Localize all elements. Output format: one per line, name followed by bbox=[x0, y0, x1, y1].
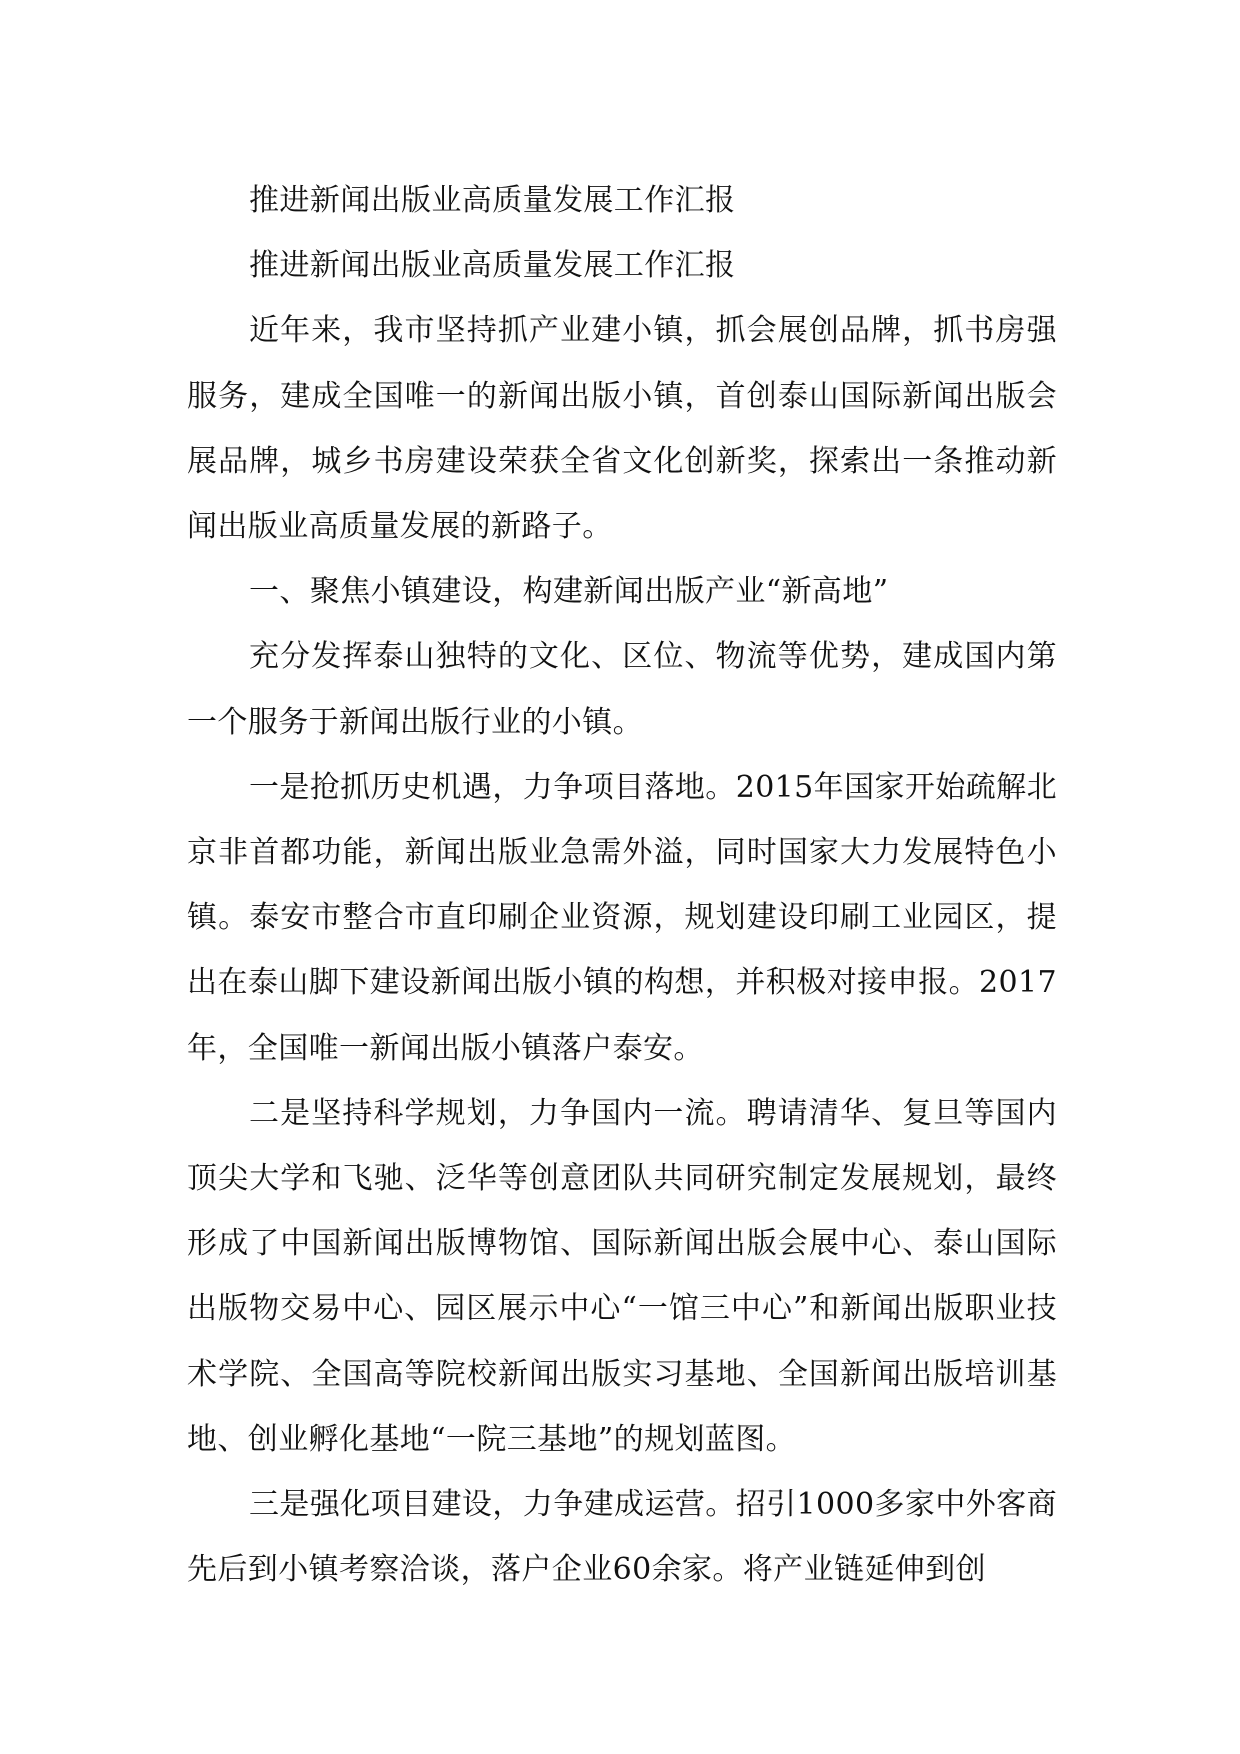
point-one-paragraph: 一是抢抓历史机遇，力争项目落地。2015年国家开始疏解北京非首都功能，新闻出版业急需外溢，同时国家大力发展特色小镇。泰安市整合市直印刷企业资源，规划建设印刷工业园区，提出在泰山脚下建设新闻出版小镇的构想，并积极对接申报。2017年，全国唯一新闻出版小镇落户泰安。 bbox=[187, 769, 1057, 1066]
intro-paragraph: 近年来，我市坚持抓产业建小镇，抓会展创品牌，抓书房强服务，建成全国唯一的新闻出版小镇，首创泰山国际新闻出版会展品牌，城乡书房建设荣获全省文化创新奖，探索出一条推动新闻出版业高质量发展的新路子。 bbox=[187, 313, 1057, 545]
section-intro-paragraph: 充分发挥泰山独特的文化、区位、物流等优势，建成国内第一个服务于新闻出版行业的小镇。 bbox=[187, 639, 1057, 740]
point-two-paragraph: 二是坚持科学规划，力争国内一流。聘请清华、复旦等国内顶尖大学和飞驰、泛华等创意团队共同研究制定发展规划，最终形成了中国新闻出版博物馆、国际新闻出版会展中心、泰山国际出版物交易中心、园区展示中心“一馆三中心”和新闻出版职业技术学院、全国高等院校新闻出版实习基地、全国新闻出版培训基地、创业孵化基地“一院三基地”的规划蓝图。 bbox=[187, 1095, 1057, 1457]
document-title: 推进新闻出版业高质量发展工作汇报 bbox=[249, 183, 736, 218]
point-three-paragraph: 三是强化项目建设，力争建成运营。招引1000多家中外客商先后到小镇考察洽谈，落户企业60余家。将产业链延伸到创 bbox=[187, 1487, 1057, 1588]
document-title-repeat: 推进新闻出版业高质量发展工作汇报 bbox=[249, 248, 736, 284]
section-heading: 一、聚焦小镇建设，构建新闻出版产业“新高地” bbox=[249, 574, 889, 610]
document-page bbox=[187, 168, 1057, 1602]
